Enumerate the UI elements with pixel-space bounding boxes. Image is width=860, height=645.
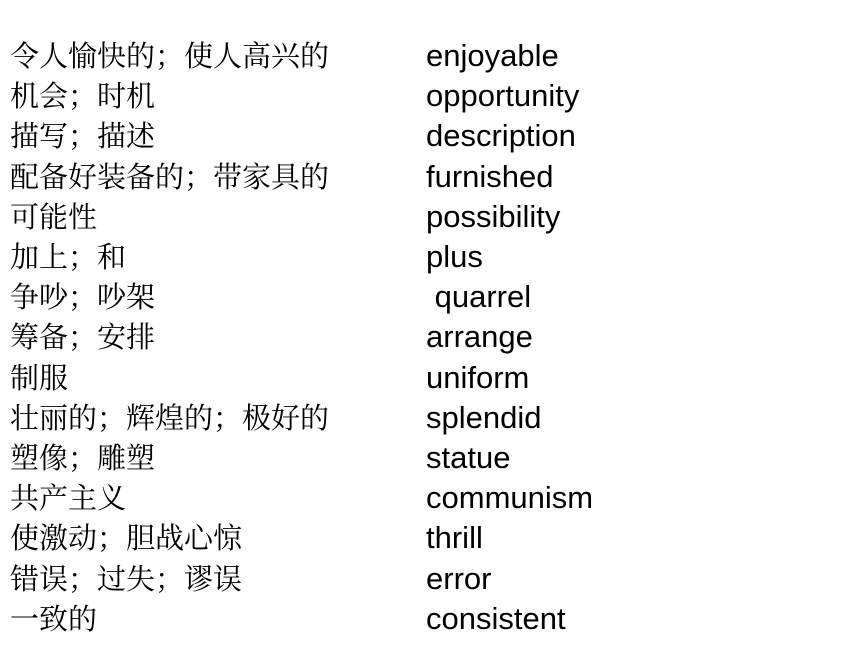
chinese-term: 配备好装备的；带家具的 — [10, 159, 330, 194]
vocab-row — [10, 317, 850, 357]
vocab-row — [10, 558, 850, 598]
chinese-term: 一致的 — [10, 601, 98, 636]
vocab-row — [10, 478, 850, 518]
chinese-term: 机会；时机 — [10, 79, 156, 114]
english-term: possibility — [426, 198, 561, 234]
chinese-term: 共产主义 — [10, 481, 127, 516]
vocab-row — [10, 599, 850, 639]
chinese-term: 加上；和 — [10, 240, 127, 275]
vocab-row — [10, 36, 850, 76]
english-term: uniform — [426, 359, 530, 395]
vocab-row — [10, 358, 850, 398]
chinese-term: 错误；过失；谬误 — [10, 561, 243, 596]
chinese-term: 筹备；安排 — [10, 320, 156, 355]
chinese-term: 争吵；吵架 — [10, 280, 156, 315]
english-term: communism — [426, 480, 594, 516]
vocab-row — [10, 116, 850, 156]
english-term: description — [426, 118, 576, 154]
vocabulary-list — [10, 36, 850, 639]
chinese-term: 塑像；雕塑 — [10, 440, 156, 475]
english-term: consistent — [426, 600, 566, 636]
vocab-row — [10, 438, 850, 478]
english-term: enjoyable — [426, 38, 559, 74]
english-term: splendid — [426, 399, 542, 435]
english-term: furnished — [426, 158, 554, 194]
chinese-term: 使激动；胆战心惊 — [10, 521, 243, 556]
vocab-row — [10, 277, 850, 317]
english-term: quarrel — [426, 279, 532, 315]
vocab-row — [10, 237, 850, 277]
chinese-term: 令人愉快的；使人高兴的 — [10, 39, 330, 74]
english-term: opportunity — [426, 78, 580, 114]
chinese-term: 描写；描述 — [10, 119, 156, 154]
english-term: error — [426, 560, 492, 596]
vocab-row — [10, 76, 850, 116]
english-term: plus — [426, 239, 483, 275]
chinese-term: 壮丽的；辉煌的；极好的 — [10, 400, 330, 435]
english-term: statue — [426, 439, 511, 475]
vocab-row — [10, 398, 850, 438]
vocab-row — [10, 518, 850, 558]
vocab-row — [10, 157, 850, 197]
english-term: thrill — [426, 520, 483, 556]
vocab-row — [10, 197, 850, 237]
english-term: arrange — [426, 319, 533, 355]
chinese-term: 制服 — [10, 360, 69, 395]
chinese-term: 可能性 — [10, 199, 98, 234]
